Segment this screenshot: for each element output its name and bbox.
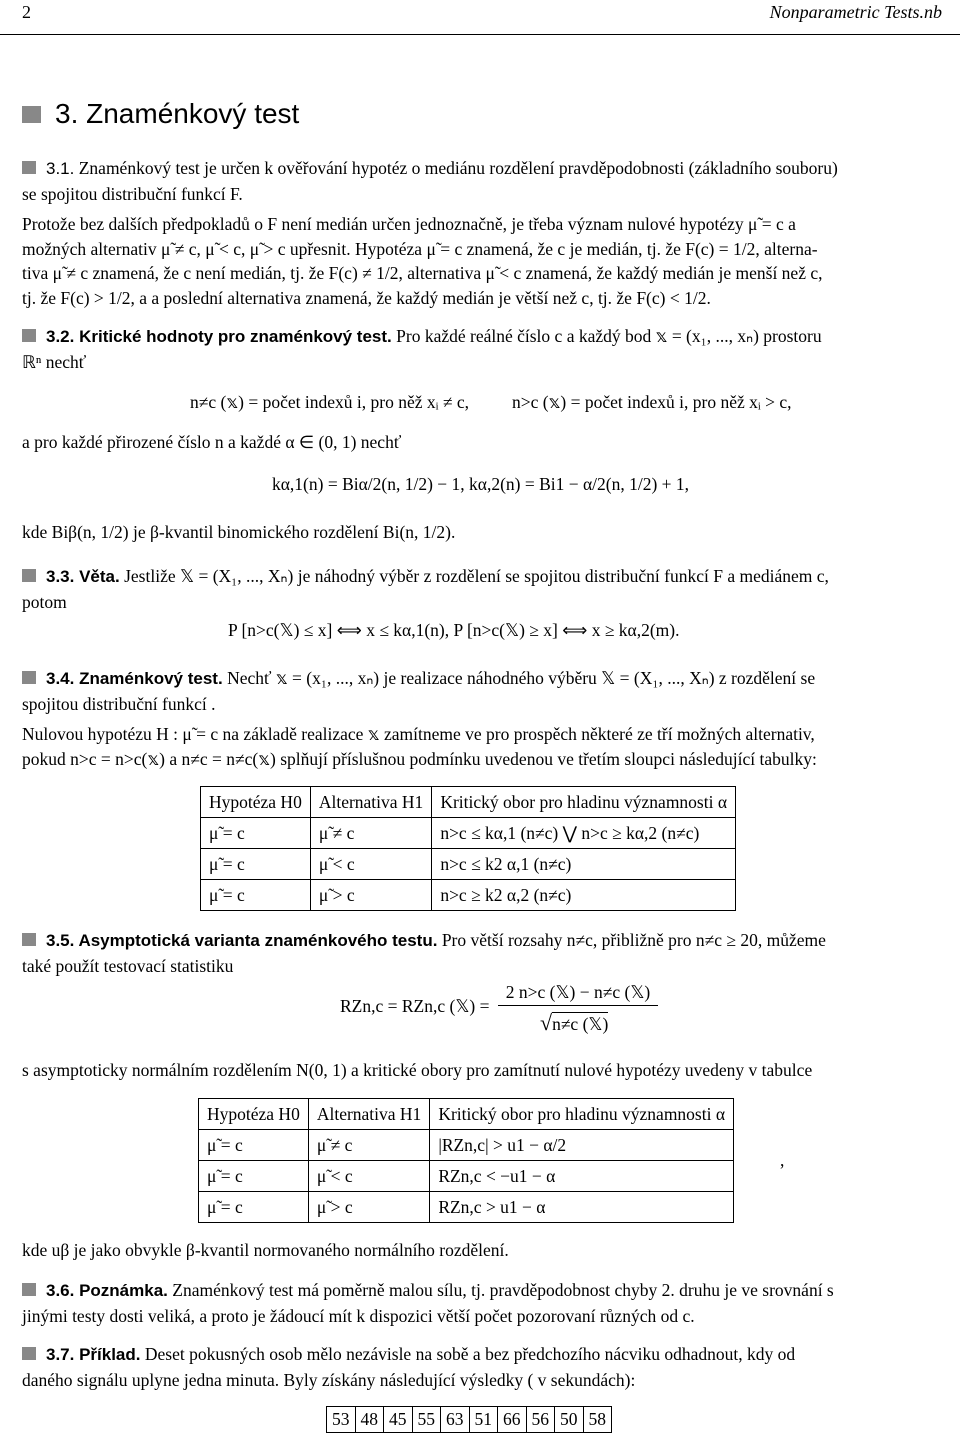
equation-theorem: P [n>c(𝕏) ≤ x] ⟺ x ≤ kα,1(n), P [n>c(𝕏) ≥ x] ⟺ x ≥ kα,2(m). (228, 620, 680, 640)
table-row (199, 1161, 734, 1192)
table-cell: n>c ≥ k2 α,2 (n≠c) (432, 880, 736, 911)
section-title: 3. Znaménkový test (55, 98, 300, 129)
paragraph-protoze (22, 212, 932, 310)
table-cell: μ̃ ≠ c (310, 818, 431, 849)
cell-bracket-icon (22, 329, 36, 342)
paragraph-text: Pro větší rozsahy n≠c, přibližně pro n≠c ≥ 20, můžeme (441, 930, 826, 950)
table-row (199, 1130, 734, 1161)
table-cell: μ̃ < c (310, 849, 431, 880)
data-value-cell: 66 (498, 1407, 527, 1433)
paragraph-text: pokud n>c = n>c(𝕩) a n≠c = n≠c(𝕩) splňují příslušnou podmínku uvedenou ve třetím sloupci následující tabulky: (22, 748, 817, 769)
table-header-cell: Alternativa H1 (308, 1099, 429, 1130)
table-cell: μ̃ = c (199, 1161, 309, 1192)
equation-critical-values: kα,1(n) = Biα/2(n, 1/2) − 1, kα,2(n) = Bi1 − α/2(n, 1/2) + 1, (272, 474, 690, 494)
paragraph-text: potom (22, 591, 67, 612)
item-heading: 3.4. Znaménkový test. (46, 669, 223, 688)
paragraph-3-5 (22, 928, 932, 978)
item-heading: 3.5. Asymptotická varianta znaménkového testu. (46, 931, 438, 950)
data-value-cell: 45 (384, 1407, 413, 1433)
paragraph-text: daného signálu uplyne jedna minuta. Byly získány následující výsledky ( v sekundách): (22, 1369, 636, 1390)
item-heading: 3.3. Věta. (46, 567, 120, 586)
table-cell: μ̃ < c (308, 1161, 429, 1192)
paragraph-text: s asymptoticky normálním rozdělením N(0, 1) a kritické obory pro zamítnutí nulové hypotézy uvedeny v tabulce (22, 1060, 813, 1080)
paragraph-text: Pro každé reálné číslo c a každý bod 𝕩 = (x₁, ..., xₙ) prostoru (396, 326, 822, 346)
paragraph-3-4 (22, 666, 932, 716)
table-cell: RZn,c < −u1 − α (430, 1161, 734, 1192)
paragraph-text: Nulovou hypotézu H : μ̃ = c na základě realizace 𝕩 zamítneme ve pro prospěch některé ze tří možných alternativ, (22, 724, 815, 744)
table-cell: μ̃ > c (310, 880, 431, 911)
paragraph-text: Deset pokusných osob mělo nezávisle na sobě a bez předchozího nácviku odhadnout, kdy od (144, 1344, 796, 1364)
table-row (199, 1192, 734, 1223)
table-header-row (201, 787, 736, 818)
paragraph-text: kde Biβ(n, 1/2) je β-kvantil binomického rozdělení Bi(n, 1/2). (22, 522, 456, 542)
equation-statistic-left: RZn,c = RZn,c (𝕏) = (340, 996, 490, 1016)
table-header-cell: Kritický obor pro hladinu významnosti α (432, 787, 736, 818)
data-value-cell: 48 (355, 1407, 384, 1433)
table-header-cell: Hypotéza H0 (199, 1099, 309, 1130)
data-value-cell: 53 (327, 1407, 356, 1433)
paragraph-text: Nechť 𝕩 = (x₁, ..., xₙ) je realizace náhodného výběru 𝕏 = (X₁, ..., Xₙ) z rozdělení se (227, 668, 816, 688)
section-heading (22, 98, 299, 130)
table-cell: μ̃ = c (201, 880, 311, 911)
paragraph-text: Jestliže 𝕏 = (X₁, ..., Xₙ) je náhodný výběr z rozdělení se spojitou distribuční funkcí F a mediánem c, (124, 566, 829, 586)
paragraph-3-1 (22, 156, 932, 206)
table-header-row (199, 1099, 734, 1130)
data-value-cell: 55 (412, 1407, 441, 1433)
paragraph-text: také použít testovací statistiku (22, 955, 234, 976)
example-data-table (326, 1406, 612, 1433)
item-heading: 3.7. Příklad. (46, 1345, 141, 1364)
paragraph-text: spojitou distribuční funkcí . (22, 693, 216, 714)
data-value-cell: 50 (555, 1407, 584, 1433)
critical-region-table-asymptotic (198, 1098, 734, 1223)
page-header (22, 2, 942, 26)
item-heading: 3.2. Kritické hodnoty pro znaménkový test. (46, 327, 392, 346)
equation-counts-left: n≠c (𝕩) = počet indexů i, pro něž xᵢ ≠ c, (190, 392, 469, 412)
table-cell: μ̃ > c (308, 1192, 429, 1223)
table-cell: |RZn,c| > u1 − α/2 (430, 1130, 734, 1161)
cell-bracket-icon (22, 933, 36, 946)
paragraph-text: a pro každé přirozené číslo n a každé α ∈ (0, 1) nechť (22, 432, 402, 452)
paragraph-text: Protože bez dalších předpokladů o F není medián určen jednoznačně, je třeba význam nulové hypotézy μ̃ = c a (22, 214, 796, 234)
table-row (201, 880, 736, 911)
data-value-cell: 63 (441, 1407, 470, 1433)
paragraph-text: Znaménkový test je určen k ověřování hypotéz o mediánu rozdělení pravděpodobnosti (základního souboru) (78, 158, 838, 178)
paragraph-text: se spojitou distribuční funkcí F. (22, 183, 243, 204)
cell-bracket-icon (22, 1283, 36, 1296)
cell-bracket-icon (22, 671, 36, 684)
document-title: Nonparametric Tests.nb (769, 2, 942, 22)
table-header-cell: Alternativa H1 (310, 787, 431, 818)
table-cell: μ̃ = c (199, 1192, 309, 1223)
critical-region-table-exact (200, 786, 736, 911)
cell-bracket-icon (22, 1347, 36, 1360)
denominator-text: n≠c (𝕏) (552, 1014, 609, 1034)
item-heading: 3.6. Poznámka. (46, 1281, 168, 1300)
table-cell: n>c ≤ kα,1 (n≠c) ⋁ n>c ≥ kα,2 (n≠c) (432, 818, 736, 849)
table-cell: RZn,c > u1 − α (430, 1192, 734, 1223)
table-trailing-comma: , (780, 1150, 785, 1170)
table-header-cell: Kritický obor pro hladinu významnosti α (430, 1099, 734, 1130)
cell-bracket-icon (22, 569, 36, 582)
table-row (327, 1407, 612, 1433)
paragraph-3-2 (22, 324, 932, 374)
table-row (201, 849, 736, 880)
cell-bracket-icon (22, 161, 36, 174)
paragraph-text: kde uβ je jako obvykle β-kvantil normovaného normálního rozdělení. (22, 1240, 509, 1260)
sqrt-icon: √ (540, 1010, 553, 1035)
equation-numerator: 2 n>c (𝕏) − n≠c (𝕏) (498, 982, 658, 1006)
page-number: 2 (22, 2, 31, 22)
cell-bracket-icon (22, 106, 41, 123)
table-cell: μ̃ = c (199, 1130, 309, 1161)
paragraph-3-3 (22, 564, 932, 614)
data-value-cell: 56 (526, 1407, 555, 1433)
equation-denominator (540, 1010, 608, 1036)
paragraph-text: ℝⁿ nechť (22, 351, 87, 372)
paragraph-3-7 (22, 1342, 932, 1392)
paragraph-3-6 (22, 1278, 932, 1328)
paragraph-text: jinými testy dosti veliká, a proto je žádoucí mít k dispozici větší počet pozorovaní různých od c. (22, 1305, 695, 1326)
paragraph-text: tj. že F(c) > 1/2, a a poslední alternativa znamená, že každý medián je větší než c, tj. že F(c) < 1/2. (22, 287, 711, 308)
table-cell: μ̃ = c (201, 818, 311, 849)
table-cell: μ̃ ≠ c (308, 1130, 429, 1161)
table-cell: μ̃ = c (201, 849, 311, 880)
paragraph-null-hypothesis (22, 722, 932, 771)
paragraph-text: tiva μ̃ ≠ c znamená, že c není medián, tj. že F(c) ≠ 1/2, alternativa μ̃ < c znamená, že každý medián je menší než c, (22, 263, 823, 283)
paragraph-text: možných alternativ μ̃ ≠ c, μ̃ < c, μ̃ > c upřesnit. Hypotéza μ̃ = c znamená, že c je medián, tj. že F(c) = 1/2, alterna- (22, 238, 818, 259)
table-cell: n>c ≤ k2 α,1 (n≠c) (432, 849, 736, 880)
header-rule (0, 34, 960, 35)
equation-counts-right: n>c (𝕩) = počet indexů i, pro něž xᵢ > c, (512, 392, 792, 412)
data-value-cell: 58 (583, 1407, 612, 1433)
data-value-cell: 51 (469, 1407, 498, 1433)
paragraph-text: Znaménkový test má poměrně malou sílu, tj. pravděpodobnost chyby 2. druhu je ve srovnání s (172, 1280, 834, 1300)
table-row (201, 818, 736, 849)
item-number: 3.1. (46, 159, 75, 178)
table-header-cell: Hypotéza H0 (201, 787, 311, 818)
